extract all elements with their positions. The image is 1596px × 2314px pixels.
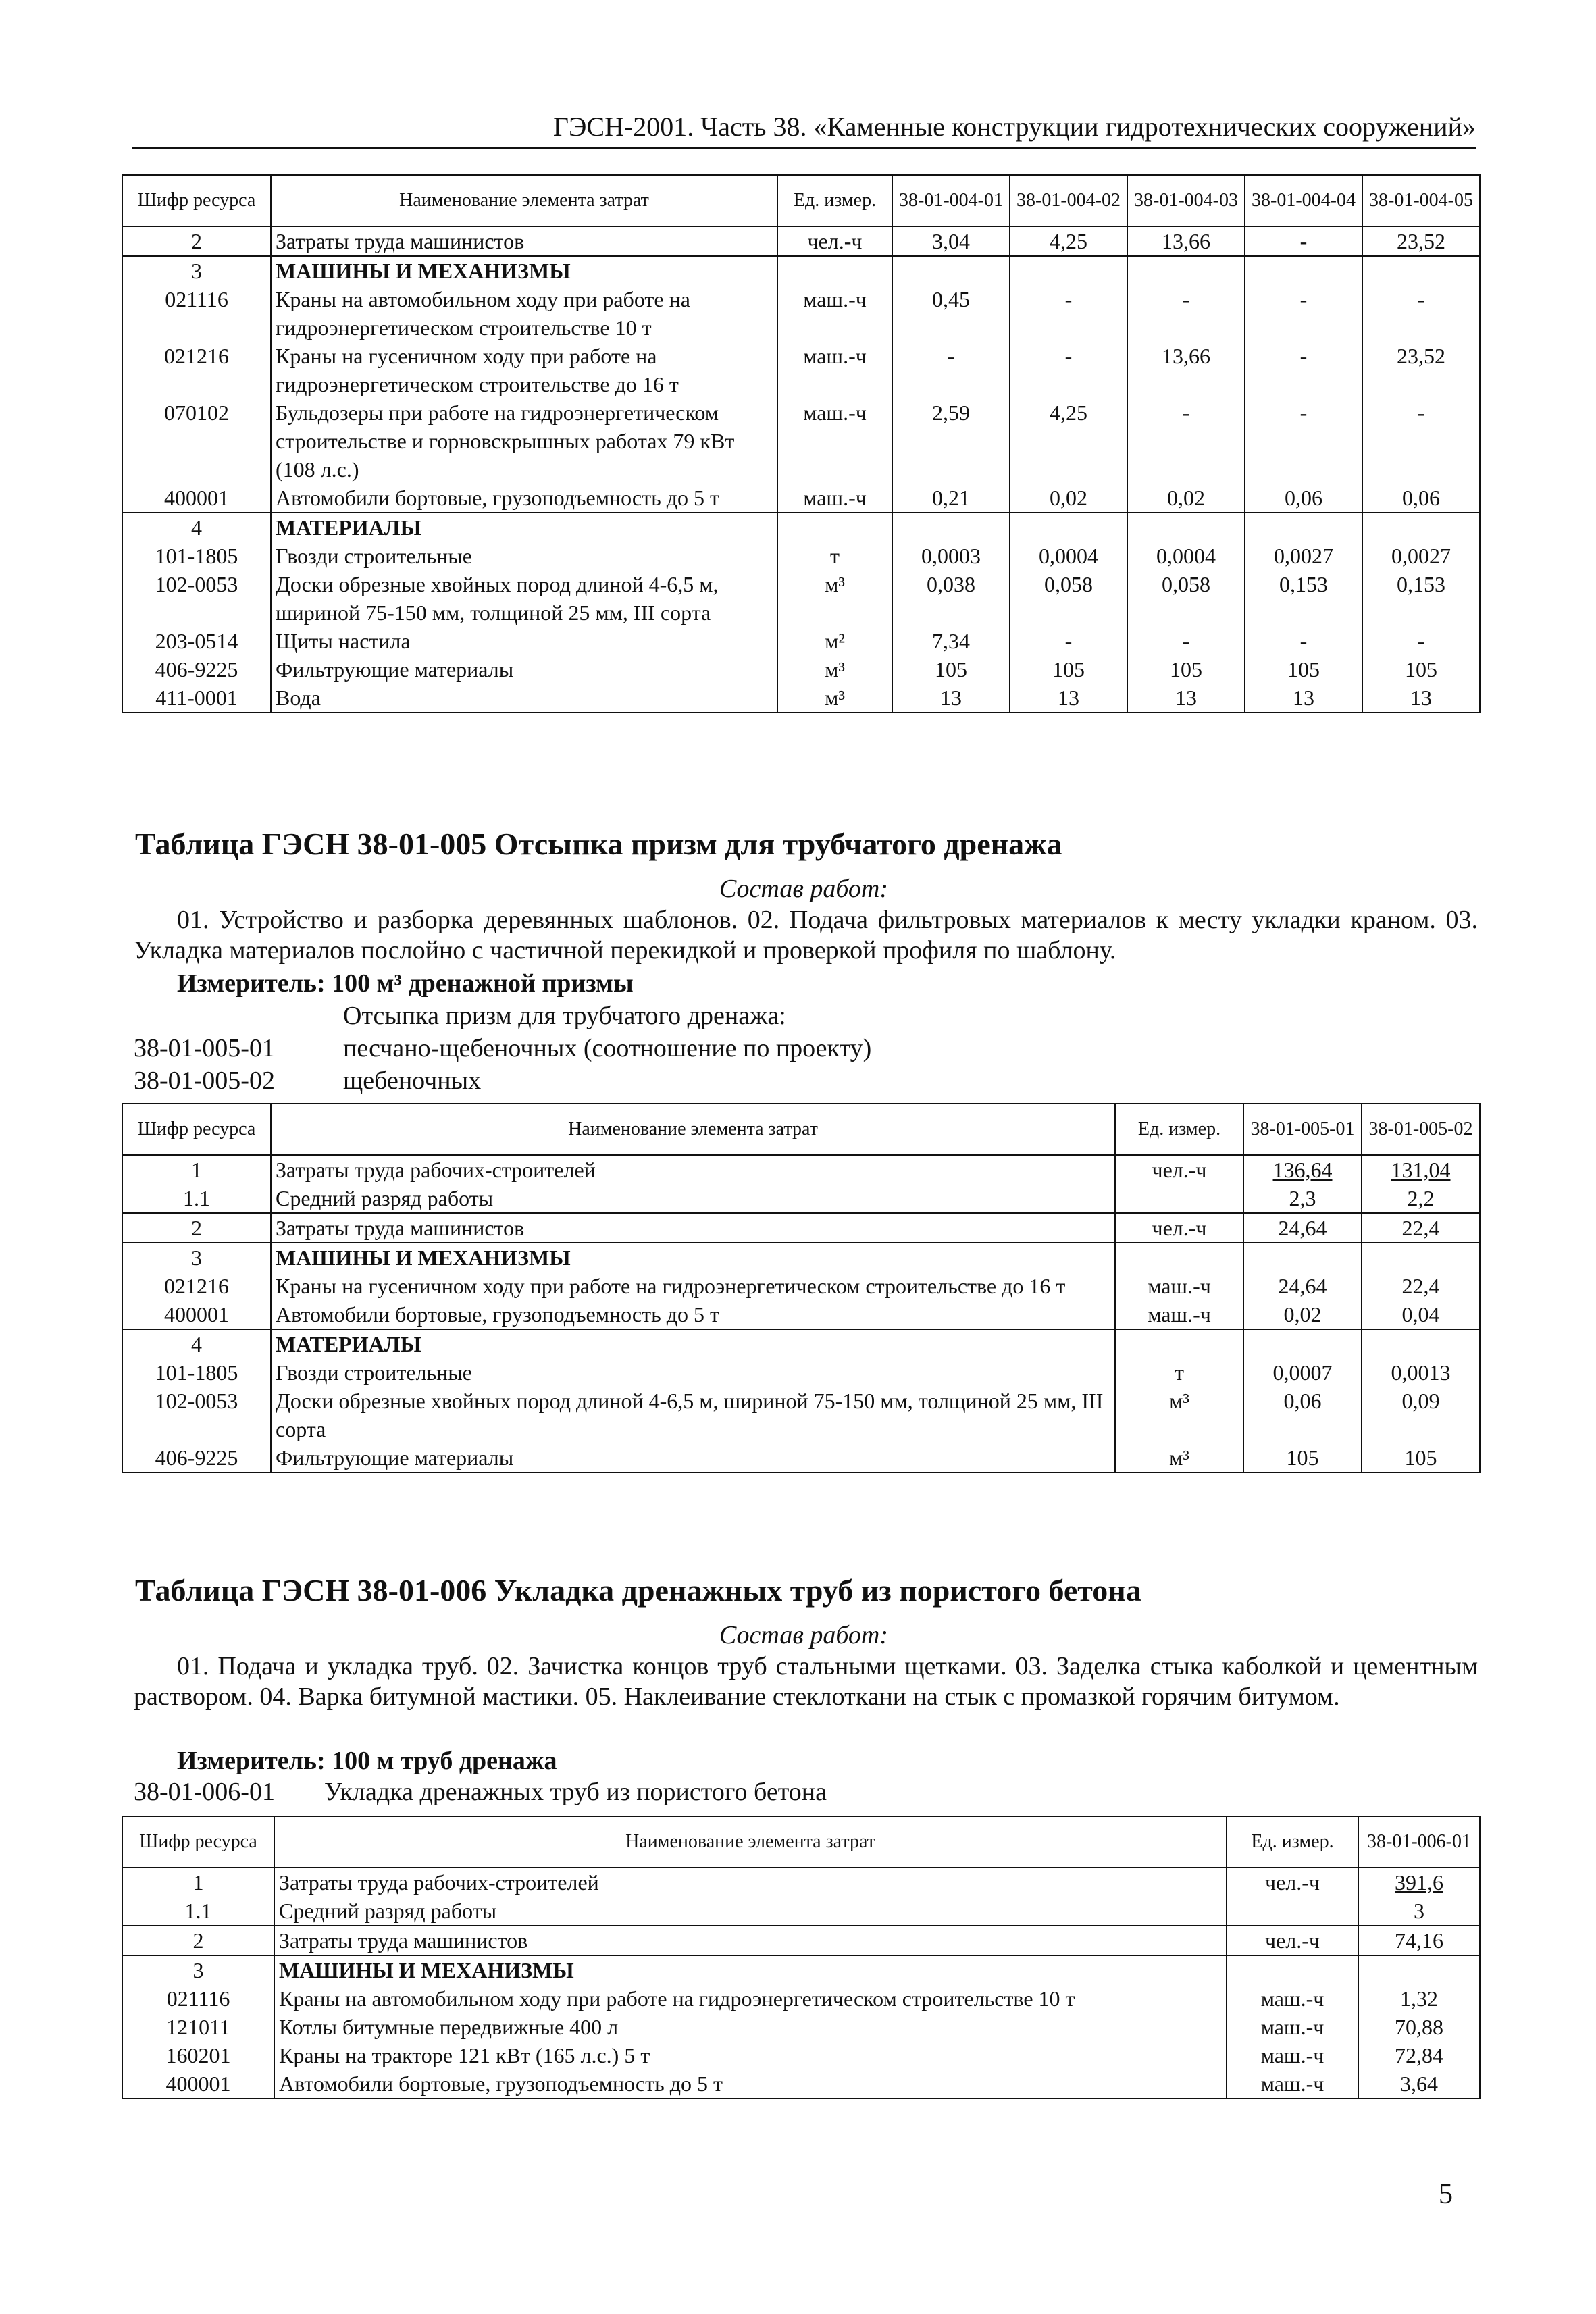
value-cell: - [1245, 226, 1362, 256]
value-cell [1362, 1243, 1480, 1272]
cost-element-name: Доски обрезные хвойных пород длиной 4-6,5 м, шириной 75-150 мм, толщиной 25 мм, III сорта [271, 1387, 1115, 1443]
unit-cell: чел.-ч [1227, 1868, 1358, 1897]
value-cell: - [892, 342, 1010, 398]
table-row [122, 1272, 1480, 1300]
cost-element-name: Затраты труда машинистов [271, 226, 777, 256]
cost-element-name: Краны на автомобильном ходу при работе на гидроэнергетическом строительстве 10 т [271, 285, 777, 342]
unit-cell: чел.-ч [1227, 1926, 1358, 1955]
value-cell: 24,64 [1243, 1213, 1362, 1243]
table-row [122, 1155, 1480, 1184]
header-cell: 38-01-005-02 [1362, 1104, 1480, 1155]
norm-code-row [134, 1032, 871, 1064]
unit-cell: маш.-ч [777, 484, 892, 513]
value-cell: 0,02 [1243, 1300, 1362, 1329]
header-cell: 38-01-004-01 [892, 175, 1010, 226]
resource-code: 021216 [122, 1272, 271, 1300]
resource-code: 2 [122, 1926, 274, 1955]
cost-element-name: Затраты труда машинистов [271, 1213, 1115, 1243]
unit-cell: м³ [1115, 1387, 1243, 1443]
value-cell: 0,21 [892, 484, 1010, 513]
resource-code: 101-1805 [122, 542, 271, 570]
resource-code: 121011 [122, 2013, 274, 2041]
table-row [122, 1868, 1480, 1897]
unit-cell: чел.-ч [1115, 1155, 1243, 1184]
value-cell: - [1127, 627, 1245, 655]
running-header: ГЭСН-2001. Часть 38. «Каменные конструкции гидротехнических сооружений» [132, 109, 1476, 149]
value-cell [1010, 256, 1127, 285]
value-cell: 4,25 [1010, 398, 1127, 484]
norm-code-row [134, 1776, 827, 1808]
header-cell: 38-01-004-02 [1010, 175, 1127, 226]
value-cell [1127, 513, 1245, 542]
table-row [122, 2013, 1480, 2041]
value-cell: 0,04 [1362, 1300, 1480, 1329]
cost-element-name: Щиты настила [271, 627, 777, 655]
norm-code-row [134, 1064, 481, 1097]
table-row [122, 1387, 1480, 1443]
header-cell: Шифр ресурса [122, 1816, 274, 1868]
resource-code: 102-0053 [122, 1387, 271, 1443]
value-cell: 74,16 [1358, 1926, 1480, 1955]
resource-table-004 [122, 174, 1481, 713]
value-cell: 22,4 [1362, 1272, 1480, 1300]
value-cell: 0,0004 [1127, 542, 1245, 570]
cost-element-name: Средний разряд работы [271, 1184, 1115, 1213]
unit-cell [777, 513, 892, 542]
value-cell: 0,02 [1127, 484, 1245, 513]
value-cell [1127, 256, 1245, 285]
value-cell: 0,058 [1010, 570, 1127, 627]
value-cell: 13 [892, 684, 1010, 713]
table-row [122, 1358, 1480, 1387]
cost-element-name: Затраты труда машинистов [274, 1926, 1227, 1955]
value-cell [1362, 256, 1480, 285]
value-cell [1243, 1329, 1362, 1358]
table-row [122, 542, 1480, 570]
table-subtitle: Отсыпка призм для трубчатого дренажа: [343, 1002, 786, 1030]
value-cell: - [1010, 285, 1127, 342]
table-header-row [122, 1816, 1480, 1868]
unit-cell: маш.-ч [1115, 1300, 1243, 1329]
header-cell: 38-01-005-01 [1243, 1104, 1362, 1155]
value-cell: 13 [1127, 684, 1245, 713]
value-cell: 13 [1245, 684, 1362, 713]
table-title-005: Таблица ГЭСН 38-01-005 Отсыпка призм для трубчатого дренажа [135, 827, 1062, 861]
cost-element-name: Вода [271, 684, 777, 713]
value-cell: 0,06 [1245, 484, 1362, 513]
resource-code: 102-0053 [122, 570, 271, 627]
value-cell: - [1245, 342, 1362, 398]
value-cell: 105 [892, 655, 1010, 684]
table-row [122, 627, 1480, 655]
value-cell: 0,0027 [1362, 542, 1480, 570]
value-cell: 0,02 [1010, 484, 1127, 513]
resource-code: 3 [122, 1243, 271, 1272]
work-composition-text: 01. Устройство и разборка деревянных шаблонов. 02. Подача фильтровых материалов к месту укладки краном. 03. Укладка материалов послойно с частичной перекидкой и проверкой профиля по шаблону. [134, 906, 1478, 965]
value-cell: 0,45 [892, 285, 1010, 342]
resource-code: 4 [122, 1329, 271, 1358]
value-cell: 0,0004 [1010, 542, 1127, 570]
unit-cell: маш.-ч [777, 285, 892, 342]
value-cell: 0,038 [892, 570, 1010, 627]
value-cell [1010, 513, 1127, 542]
resource-code: 406-9225 [122, 655, 271, 684]
resource-code: 021116 [122, 1984, 274, 2013]
value-cell: 0,153 [1245, 570, 1362, 627]
value-cell: 4,25 [1010, 226, 1127, 256]
header-cell: Наименование элемента затрат [271, 175, 777, 226]
value-cell [1358, 1955, 1480, 1984]
value-text: 131,04 [1391, 1158, 1451, 1182]
value-cell: 0,0013 [1362, 1358, 1480, 1387]
table-header-row [122, 1104, 1480, 1155]
work-composition-heading: Состав работ: [719, 875, 889, 903]
table-row [122, 2069, 1480, 2099]
table-row [122, 570, 1480, 627]
header-cell: Шифр ресурса [122, 175, 271, 226]
unit-cell: маш.-ч [1227, 2013, 1358, 2041]
value-cell: 105 [1362, 655, 1480, 684]
value-cell: - [1362, 398, 1480, 484]
resource-code: 411-0001 [122, 684, 271, 713]
header-cell: Шифр ресурса [122, 1104, 271, 1155]
value-cell: 0,06 [1243, 1387, 1362, 1443]
resource-code: 1.1 [122, 1184, 271, 1213]
value-cell: 23,52 [1362, 342, 1480, 398]
resource-code: 1.1 [122, 1897, 274, 1926]
measurement-unit: Измеритель: 100 м труб дренажа [177, 1747, 557, 1775]
resource-code: 3 [122, 256, 271, 285]
value-cell: 3,04 [892, 226, 1010, 256]
table-row [122, 1955, 1480, 1984]
unit-cell [1227, 1897, 1358, 1926]
cost-element-name: Затраты труда рабочих-строителей [274, 1868, 1227, 1897]
table-header-row [122, 175, 1480, 226]
unit-cell: чел.-ч [1115, 1213, 1243, 1243]
value-text: 391,6 [1395, 1870, 1443, 1895]
value-cell: 22,4 [1362, 1213, 1480, 1243]
value-cell [892, 256, 1010, 285]
value-cell: 13 [1010, 684, 1127, 713]
resource-code: 1 [122, 1868, 274, 1897]
value-cell: 0,06 [1362, 484, 1480, 513]
resource-code: 021216 [122, 342, 271, 398]
table-row [122, 1243, 1480, 1272]
cost-element-name: Краны на гусеничном ходу при работе на гидроэнергетическом строительстве до 16 т [271, 342, 777, 398]
table-row [122, 285, 1480, 342]
value-cell: 0,0007 [1243, 1358, 1362, 1387]
norm-description: щебеночных [343, 1066, 482, 1095]
unit-cell [1115, 1243, 1243, 1272]
unit-cell: м³ [777, 684, 892, 713]
value-cell: 13,66 [1127, 342, 1245, 398]
unit-cell: м² [777, 627, 892, 655]
unit-cell [1115, 1329, 1243, 1358]
resource-code: 021116 [122, 285, 271, 342]
header-cell: Ед. измер. [777, 175, 892, 226]
header-cell: 38-01-006-01 [1358, 1816, 1480, 1868]
cost-element-name: Доски обрезные хвойных пород длиной 4-6,5 м, шириной 75-150 мм, толщиной 25 мм, III сорта [271, 570, 777, 627]
norm-description: песчано-щебеночных (соотношение по проекту) [343, 1034, 872, 1062]
unit-cell: маш.-ч [777, 342, 892, 398]
value-cell: - [1245, 627, 1362, 655]
value-cell [1362, 513, 1480, 542]
value-cell: 0,0027 [1245, 542, 1362, 570]
section-heading: МАТЕРИАЛЫ [271, 1329, 1115, 1358]
value-cell [1362, 1329, 1480, 1358]
value-cell: 105 [1010, 655, 1127, 684]
unit-cell [777, 256, 892, 285]
unit-cell [1115, 1184, 1243, 1213]
header-cell: Ед. измер. [1115, 1104, 1243, 1155]
table-row [122, 1300, 1480, 1329]
table-row [122, 513, 1480, 542]
value-cell: 105 [1243, 1443, 1362, 1472]
table-row [122, 226, 1480, 256]
value-cell: - [1127, 285, 1245, 342]
header-cell: 38-01-004-03 [1127, 175, 1245, 226]
value-cell [1358, 1868, 1480, 1897]
value-cell: - [1127, 398, 1245, 484]
value-cell: 70,88 [1358, 2013, 1480, 2041]
norm-code: 38-01-005-02 [134, 1066, 275, 1095]
value-cell: 2,59 [892, 398, 1010, 484]
section-heading: МАШИНЫ И МЕХАНИЗМЫ [274, 1955, 1227, 1984]
resource-code: 406-9225 [122, 1443, 271, 1472]
section-heading: МАТЕРИАЛЫ [271, 513, 777, 542]
value-cell: - [1245, 285, 1362, 342]
unit-cell: м³ [1115, 1443, 1243, 1472]
resource-table-006 [122, 1816, 1481, 2099]
value-cell [1243, 1155, 1362, 1184]
cost-element-name: Автомобили бортовые, грузоподъемность до 5 т [271, 484, 777, 513]
cost-element-name: Бульдозеры при работе на гидроэнергетическом строительстве и горновскрышных работах 79 кВт (108 л.с.) [271, 398, 777, 484]
value-cell: 3 [1358, 1897, 1480, 1926]
value-cell [892, 513, 1010, 542]
section-heading: МАШИНЫ И МЕХАНИЗМЫ [271, 1243, 1115, 1272]
value-cell: 0,058 [1127, 570, 1245, 627]
resource-code: 1 [122, 1155, 271, 1184]
value-cell: 3,64 [1358, 2069, 1480, 2099]
cost-element-name: Котлы битумные передвижные 400 л [274, 2013, 1227, 2041]
table-row [122, 1926, 1480, 1955]
value-text: 136,64 [1272, 1158, 1333, 1182]
table-row [122, 1213, 1480, 1243]
value-cell [1243, 1243, 1362, 1272]
value-cell: 23,52 [1362, 226, 1480, 256]
value-cell [1245, 256, 1362, 285]
value-cell: 105 [1245, 655, 1362, 684]
unit-cell: маш.-ч [1227, 2069, 1358, 2099]
value-cell: 24,64 [1243, 1272, 1362, 1300]
cost-element-name: Краны на автомобильном ходу при работе на гидроэнергетическом строительстве 10 т [274, 1984, 1227, 2013]
resource-code: 3 [122, 1955, 274, 1984]
resource-code: 400001 [122, 1300, 271, 1329]
table-row [122, 256, 1480, 285]
unit-cell: маш.-ч [1115, 1272, 1243, 1300]
table-row [122, 1329, 1480, 1358]
table-row [122, 2041, 1480, 2069]
unit-cell: маш.-ч [1227, 2041, 1358, 2069]
header-cell: Наименование элемента затрат [271, 1104, 1115, 1155]
table-row [122, 398, 1480, 484]
resource-code: 070102 [122, 398, 271, 484]
value-cell: - [1362, 285, 1480, 342]
table-row [122, 484, 1480, 513]
value-cell [1362, 1155, 1480, 1184]
cost-element-name: Затраты труда рабочих-строителей [271, 1155, 1115, 1184]
value-cell: 0,09 [1362, 1387, 1480, 1443]
unit-cell: т [777, 542, 892, 570]
header-cell: 38-01-004-04 [1245, 175, 1362, 226]
cost-element-name: Автомобили бортовые, грузоподъемность до 5 т [271, 1300, 1115, 1329]
table-row [122, 1897, 1480, 1926]
resource-code: 4 [122, 513, 271, 542]
unit-cell: т [1115, 1358, 1243, 1387]
unit-cell: м³ [777, 655, 892, 684]
norm-description: Укладка дренажных труб из пористого бетона [324, 1778, 827, 1806]
resource-code: 160201 [122, 2041, 274, 2069]
work-composition-heading: Состав работ: [719, 1621, 889, 1649]
resource-code: 101-1805 [122, 1358, 271, 1387]
section-heading: МАШИНЫ И МЕХАНИЗМЫ [271, 256, 777, 285]
value-cell: - [1010, 342, 1127, 398]
header-cell: Наименование элемента затрат [274, 1816, 1227, 1868]
header-cell: 38-01-004-05 [1362, 175, 1480, 226]
value-cell [1245, 513, 1362, 542]
cost-element-name: Фильтрующие материалы [271, 655, 777, 684]
header-cell: Ед. измер. [1227, 1816, 1358, 1868]
resource-code: 2 [122, 226, 271, 256]
unit-cell: маш.-ч [1227, 1984, 1358, 2013]
resource-code: 2 [122, 1213, 271, 1243]
work-composition-text: 01. Подача и укладка труб. 02. Зачистка концов труб стальными щетками. 03. Заделка стыка каболкой и цементным раствором. 04. Варка битумной мастики. 05. Наклеивание стеклоткани на стык с промазкой горячим битумом. [134, 1652, 1478, 1711]
table-row [122, 342, 1480, 398]
table-row [122, 1443, 1480, 1472]
resource-code: 400001 [122, 2069, 274, 2099]
value-cell: 0,153 [1362, 570, 1480, 627]
table-row [122, 1184, 1480, 1213]
value-cell: - [1010, 627, 1127, 655]
resource-code: 203-0514 [122, 627, 271, 655]
resource-table-005 [122, 1103, 1481, 1473]
unit-cell [1227, 1955, 1358, 1984]
cost-element-name: Гвозди строительные [271, 1358, 1115, 1387]
cost-element-name: Средний разряд работы [274, 1897, 1227, 1926]
cost-element-name: Гвозди строительные [271, 542, 777, 570]
norm-code: 38-01-005-01 [134, 1034, 275, 1062]
value-cell: 105 [1362, 1443, 1480, 1472]
value-cell: - [1362, 627, 1480, 655]
value-cell: 72,84 [1358, 2041, 1480, 2069]
value-cell: 13,66 [1127, 226, 1245, 256]
value-cell: 1,32 [1358, 1984, 1480, 2013]
table-row [122, 1984, 1480, 2013]
value-cell: 105 [1127, 655, 1245, 684]
value-cell: 2,3 [1243, 1184, 1362, 1213]
cost-element-name: Автомобили бортовые, грузоподъемность до 5 т [274, 2069, 1227, 2099]
value-cell: 0,0003 [892, 542, 1010, 570]
value-cell: 7,34 [892, 627, 1010, 655]
measurement-unit: Измеритель: 100 м³ дренажной призмы [177, 969, 634, 998]
table-row [122, 684, 1480, 713]
cost-element-name: Фильтрующие материалы [271, 1443, 1115, 1472]
unit-cell: чел.-ч [777, 226, 892, 256]
table-row [122, 655, 1480, 684]
resource-code: 400001 [122, 484, 271, 513]
norm-code: 38-01-006-01 [134, 1778, 275, 1806]
cost-element-name: Краны на тракторе 121 кВт (165 л.с.) 5 т [274, 2041, 1227, 2069]
page-number: 5 [1439, 2179, 1453, 2210]
value-cell: 13 [1362, 684, 1480, 713]
unit-cell: м³ [777, 570, 892, 627]
table-title-006: Таблица ГЭСН 38-01-006 Укладка дренажных труб из пористого бетона [135, 1573, 1141, 1608]
value-cell: 2,2 [1362, 1184, 1480, 1213]
value-cell: - [1245, 398, 1362, 484]
unit-cell: маш.-ч [777, 398, 892, 484]
cost-element-name: Краны на гусеничном ходу при работе на гидроэнергетическом строительстве до 16 т [271, 1272, 1115, 1300]
